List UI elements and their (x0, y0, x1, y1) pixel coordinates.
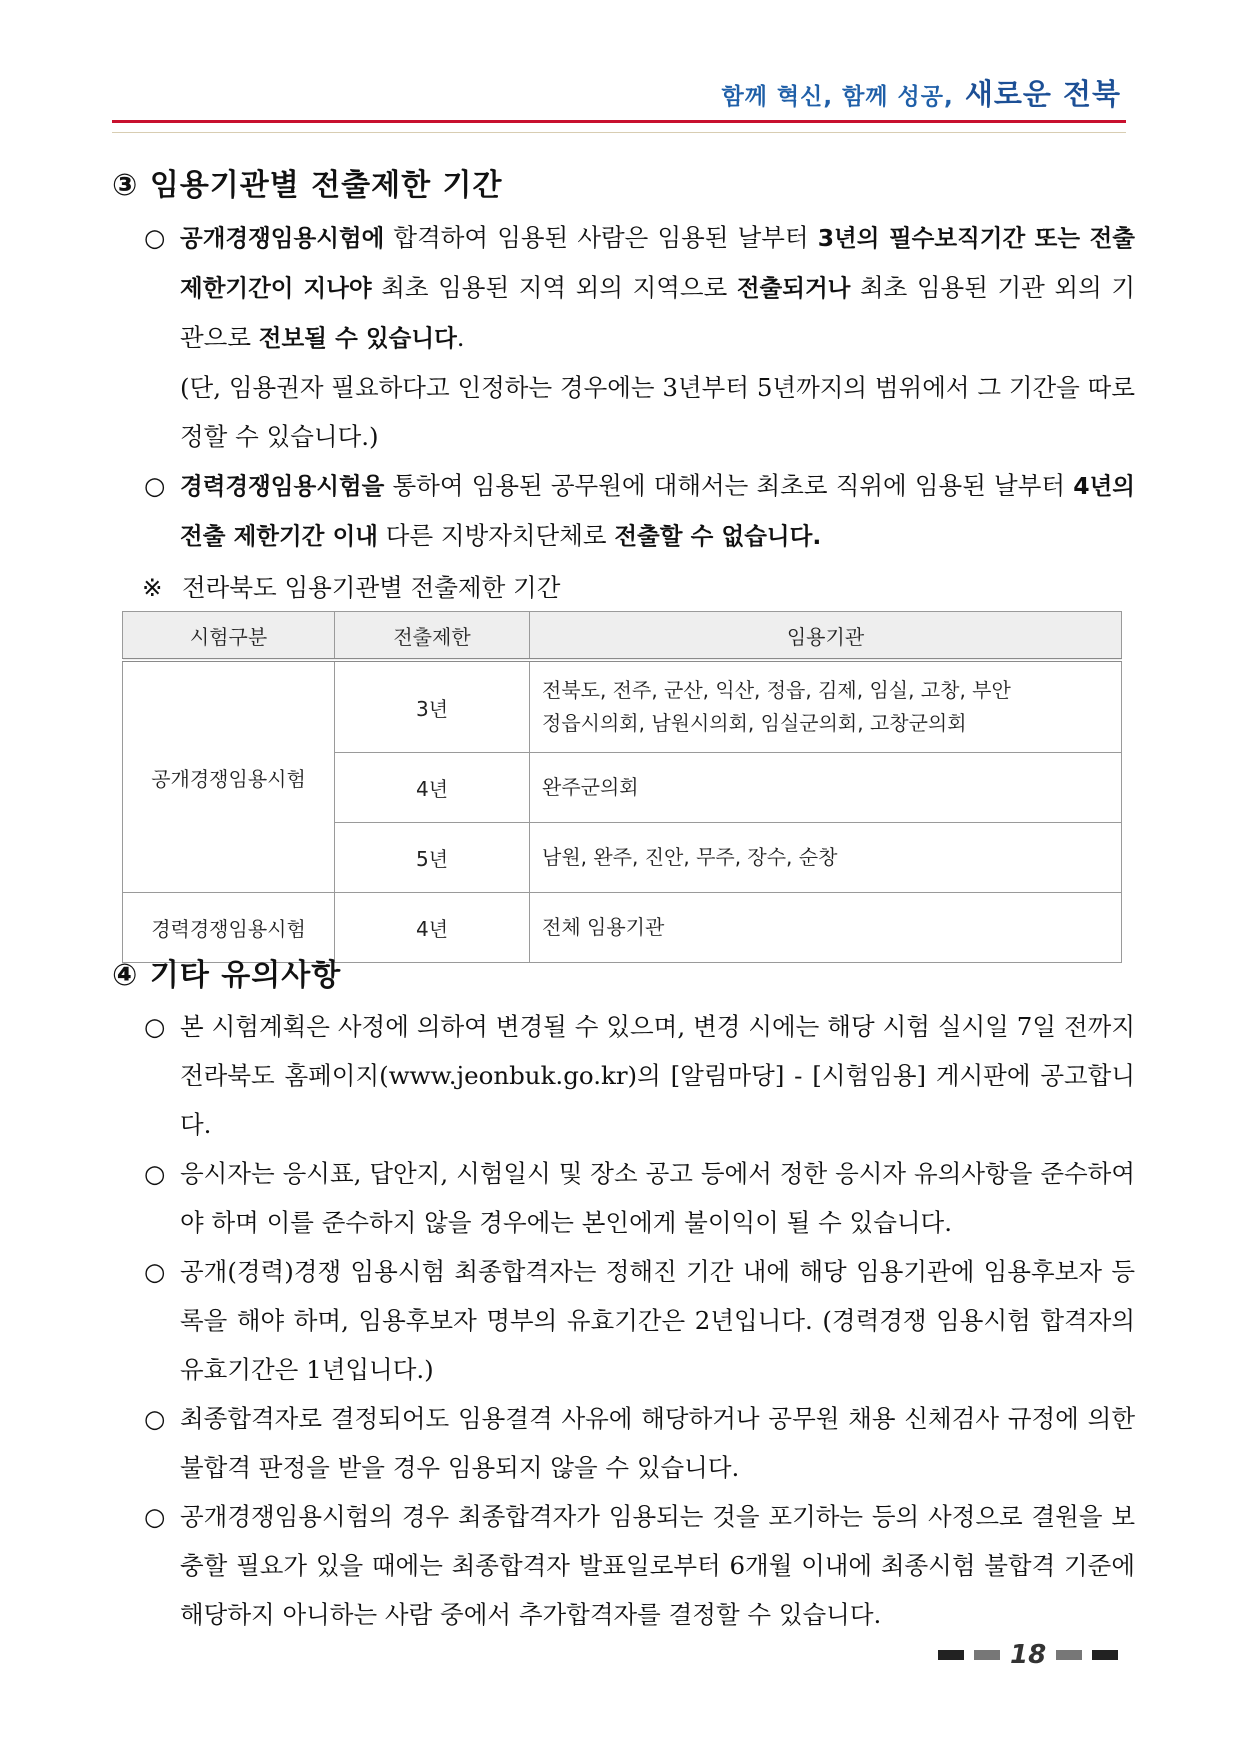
agency-cell: 전북도, 전주, 군산, 익산, 정읍, 김제, 임실, 고창, 부안 정읍시의회, 남원시의회, 임실군의회, 고창군의회 (530, 660, 1122, 753)
restriction-cell: 3년 (335, 660, 530, 753)
slogan-part1: 함께 혁신, 함께 성공, (721, 84, 954, 110)
list-item: ○ 경력경쟁임용시험을 통하여 임용된 공무원에 대해서는 최초로 직위에 임용된 날부터 4년의 전출 제한기간 이내 다른 지방자치단체로 전출할 수 없습니다. (140, 461, 1135, 561)
bullet-icon: ○ (144, 223, 166, 252)
exam-type-cell: 경력경쟁임용시험 (123, 893, 335, 963)
slogan-part2: 새로운 전북 (964, 77, 1121, 111)
restriction-cell: 5년 (335, 823, 530, 893)
transfer-restriction-table (122, 611, 1122, 963)
list-item: ○ 공개경쟁임용시험의 경우 최종합격자가 임용되는 것을 포기하는 등의 사정으로 결원을 보충할 필요가 있을 때에는 최종합격자 발표일로부터 6개월 이내에 최종시험 불합격 기준에 해당하지 아니하는 사람 중에서 추가합격자를 결정할 수 있습니다. (140, 1492, 1135, 1639)
header-slogan (721, 72, 1121, 113)
bullet-icon: ○ (144, 471, 166, 500)
page-number-text: 18 (1010, 1640, 1047, 1670)
page-number (938, 1640, 1118, 1670)
bullet-icon: ○ (144, 1257, 166, 1286)
decor-bar-icon (938, 1650, 964, 1660)
decor-bar-icon (974, 1650, 1000, 1660)
agency-cell: 남원, 완주, 진안, 무주, 장수, 순창 (530, 823, 1122, 893)
header-exam-type: 시험구분 (123, 612, 335, 661)
restriction-cell: 4년 (335, 753, 530, 823)
table-row (123, 660, 1122, 753)
bullet-icon: ○ (144, 1159, 166, 1188)
bullet-icon: ○ (144, 1012, 166, 1041)
list-item: ○ 최종합격자로 결정되어도 임용결격 사유에 해당하거나 공무원 채용 신체검사 규정에 의한 불합격 판정을 받을 경우 임용되지 않을 수 있습니다. (140, 1394, 1135, 1492)
list-item: ○ 응시자는 응시표, 답안지, 시험일시 및 장소 공고 등에서 정한 응시자 유의사항을 준수하여야 하며 이를 준수하지 않을 경우에는 본인에게 불이익이 될 수 있습니다. (140, 1149, 1135, 1247)
restriction-cell: 4년 (335, 893, 530, 963)
section3-title: ③ 임용기관별 전출제한 기간 (112, 168, 503, 203)
agency-cell: 완주군의회 (530, 753, 1122, 823)
bullet-icon: ○ (144, 1502, 166, 1531)
header-rule (112, 120, 1126, 123)
table-caption: ※ 전라북도 임용기관별 전출제한 기간 (140, 568, 560, 608)
header-restriction: 전출제한 (335, 612, 530, 661)
paragraph-note: (단, 임용권자 필요하다고 인정하는 경우에는 3년부터 5년까지의 범위에서 그 기간을 따로 정할 수 있습니다.) (180, 373, 1135, 451)
section3-body (140, 213, 1135, 561)
section4-body (140, 1002, 1135, 1639)
table-header-row (123, 612, 1122, 661)
header-agency: 임용기관 (530, 612, 1122, 661)
decor-bar-icon (1056, 1650, 1082, 1660)
section4-title: ④ 기타 유의사항 (112, 958, 342, 993)
list-item: ○ 공개경쟁임용시험에 합격하여 임용된 사람은 임용된 날부터 3년의 필수보직기간 또는 전출 제한기간이 지나야 최초 임용된 지역 외의 지역으로 전출되거나 최초 임용된 기관 외의 기관으로 전보될 수 있습니다. (단, 임용권자 필요하다고 인정하는 경우에는 3년부터 5년까지의 범위에서 그 기간을 따로 정할 수 있습니다.) (140, 213, 1135, 461)
reference-mark-icon: ※ (142, 573, 163, 602)
agency-cell: 전체 임용기관 (530, 893, 1122, 963)
list-item: ○ 본 시험계획은 사정에 의하여 변경될 수 있으며, 변경 시에는 해당 시험 실시일 7일 전까지 전라북도 홈페이지(www.jeonbuk.go.kr)의 [알림마당] - [시험임용] 게시판에 공고합니다. (140, 1002, 1135, 1149)
list-item: ○ 공개(경력)경쟁 임용시험 최종합격자는 정해진 기간 내에 해당 임용기관에 임용후보자 등록을 해야 하며, 임용후보자 명부의 유효기간은 2년입니다. (경력경쟁 임용시험 합격자의 유효기간은 1년입니다.) (140, 1247, 1135, 1394)
header-rule-thin (112, 132, 1126, 133)
exam-type-cell: 공개경쟁임용시험 (123, 660, 335, 893)
decor-bar-icon (1092, 1650, 1118, 1660)
bullet-icon: ○ (144, 1404, 166, 1433)
